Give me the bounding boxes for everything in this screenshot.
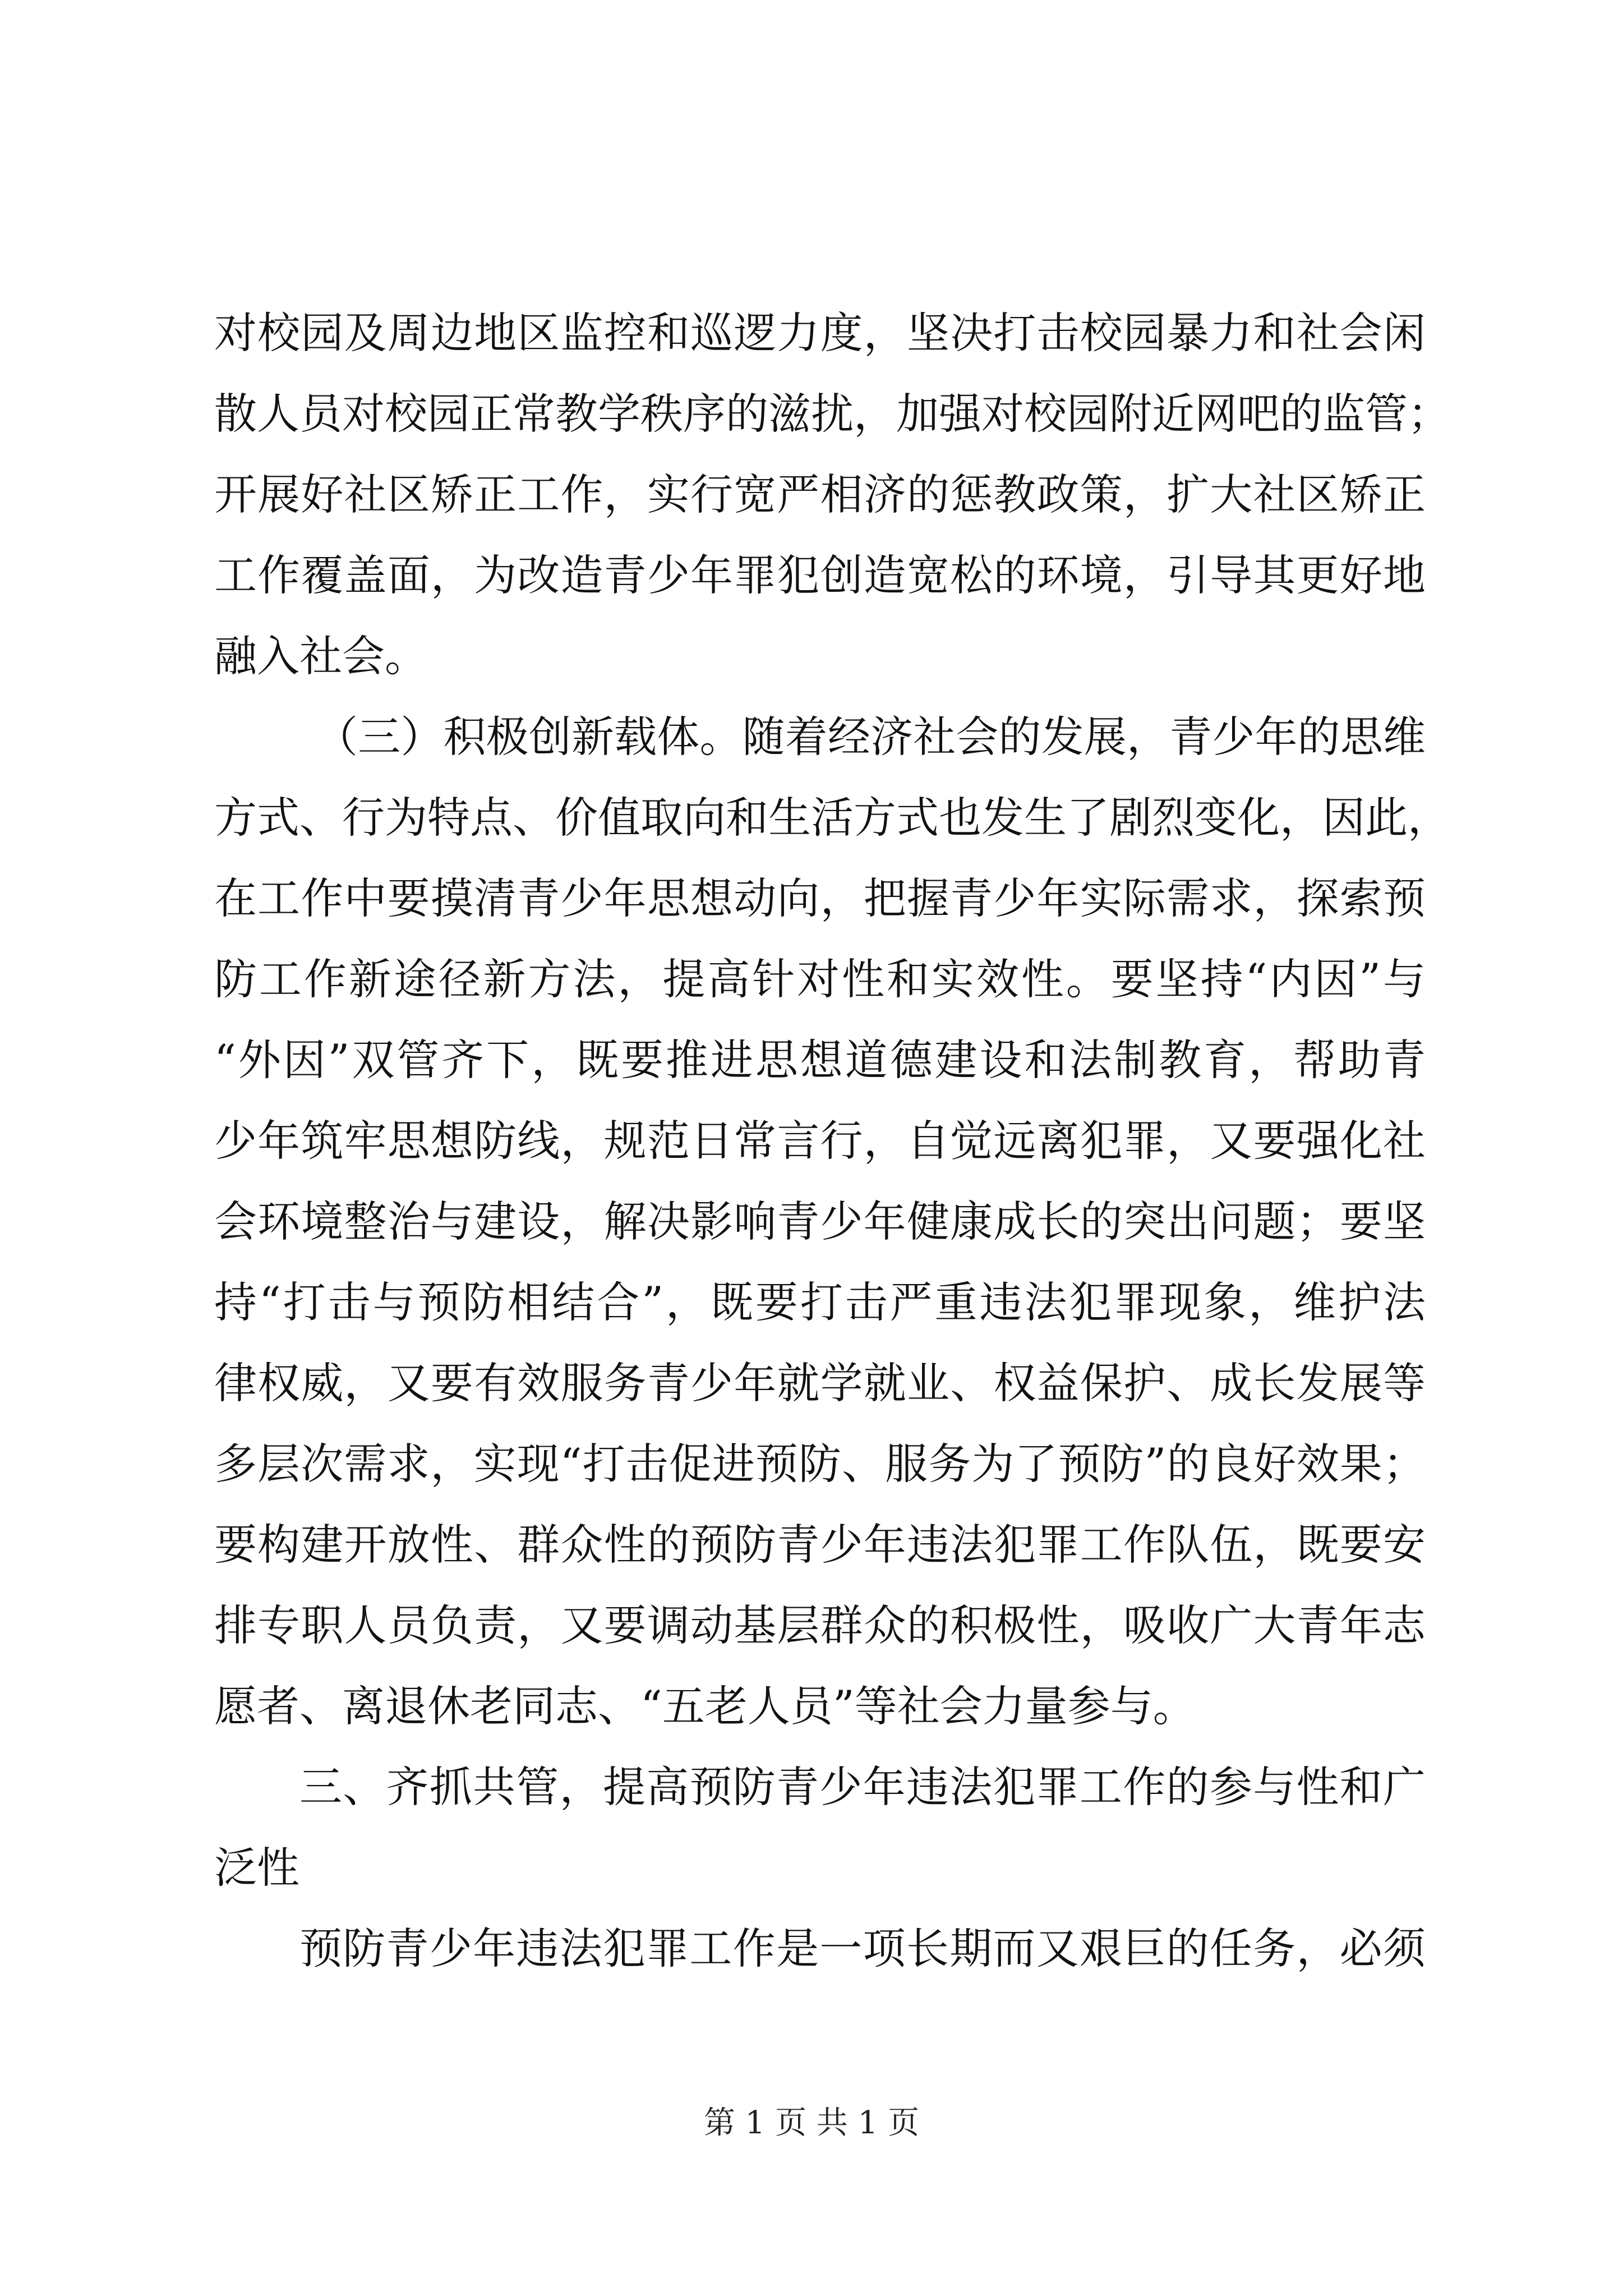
text-line: 散人员对校园正常教学秩序的滋扰，加强对校园附近网吧的监管； <box>214 389 1450 439</box>
text-line: 开展好社区矫正工作，实行宽严相济的惩教政策，扩大社区矫正 <box>214 470 1426 519</box>
text-line: 融入社会。 <box>214 631 427 681</box>
text-line: “外因”双管齐下，既要推进思想道德建设和法制教育，帮助青 <box>214 1035 1426 1085</box>
text-line: 排专职人员负责，又要调动基层群众的积极性，吸收广大青年志 <box>214 1600 1426 1650</box>
page-footer: 第 1 页 共 1 页 <box>703 2105 920 2141</box>
text-line: 愿者、离退休老同志、“五老人员”等社会力量参与。 <box>214 1681 1196 1731</box>
text-line: 防工作新途径新方法，提高针对性和实效性。要坚持“内因”与 <box>214 954 1426 1004</box>
text-line: 持“打击与预防相结合”，既要打击严重违法犯罪现象，维护法 <box>214 1277 1426 1327</box>
text-line: 少年筑牢思想防线，规范日常言行，自觉远离犯罪，又要强化社 <box>214 1116 1426 1166</box>
text-line: 对校园及周边地区监控和巡逻力度，坚决打击校园暴力和社会闲 <box>214 308 1426 358</box>
section-heading: 三、齐抓共管，提高预防青少年违法犯罪工作的参与性和广 <box>299 1762 1426 1812</box>
section-heading-continued: 泛性 <box>214 1843 299 1893</box>
text-line: 多层次需求，实现“打击促进预防、服务为了预防”的良好效果； <box>214 1439 1426 1489</box>
text-line: 方式、行为特点、价值取向和生活方式也发生了剧烈变化，因此， <box>214 793 1450 843</box>
text-line: 工作覆盖面，为改造青少年罪犯创造宽松的环境，引导其更好地 <box>214 550 1426 600</box>
text-line: 会环境整治与建设，解决影响青少年健康成长的突出问题；要坚 <box>214 1197 1426 1246</box>
text-line: 律权威，又要有效服务青少年就学就业、权益保护、成长发展等 <box>214 1358 1426 1408</box>
text-line: 预防青少年违法犯罪工作是一项长期而又艰巨的任务，必须 <box>299 1924 1426 1973</box>
text-line: 在工作中要摸清青少年思想动向，把握青少年实际需求，探索预 <box>214 873 1426 923</box>
text-line: 要构建开放性、群众性的预防青少年违法犯罪工作队伍，既要安 <box>214 1520 1426 1570</box>
document-body <box>214 293 1450 1989</box>
text-line: （三）积极创新载体。随着经济社会的发展，青少年的思维 <box>315 712 1426 762</box>
